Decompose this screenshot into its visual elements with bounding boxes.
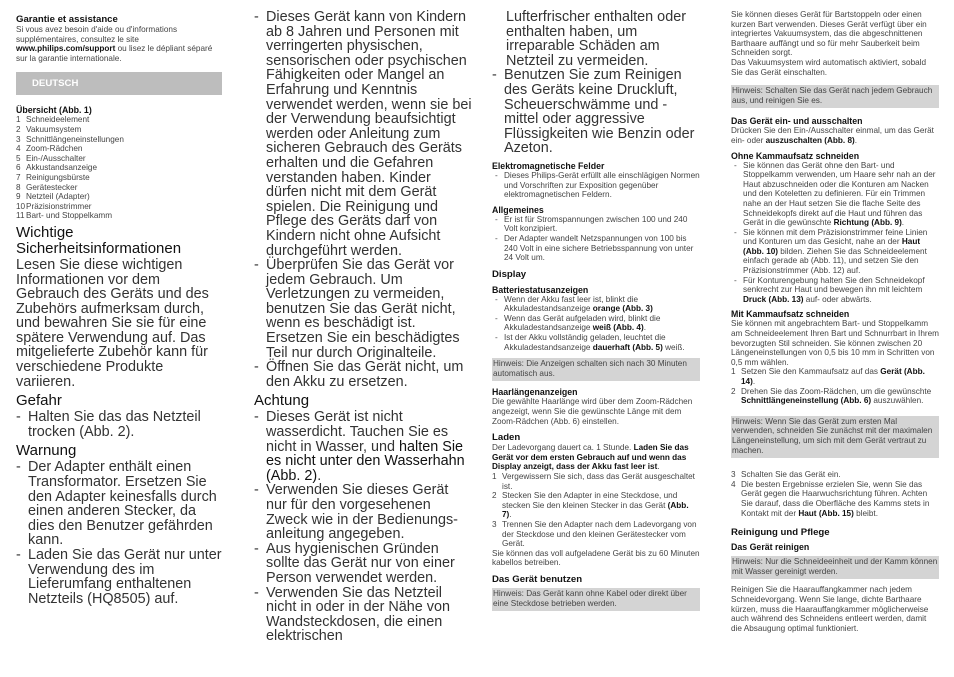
safety-title: Wichtige Sicherheitsinformationen — [16, 223, 182, 257]
list-item: - Der Adapter wandelt Netzspannungen von 100 bis 240 Volt in eine sichere Betriebsspannung von unter 24 Volt um. — [492, 234, 700, 263]
emf-title: Elektromagnetische Felder — [492, 160, 605, 171]
overview-list — [16, 115, 222, 221]
comb-steps — [731, 367, 939, 405]
safety-text: Lesen Sie diese wichtigen Informationen vor dem Gebrauch des Geräts und des Zubehörs aufmerksam durch, und bewahren Sie sie für eine spätere Verwendung auf. Das mitgelieferte Zubehör kann für verschiedene Produkte variieren. — [16, 256, 209, 390]
list-item: 2 Vakuumsystem — [16, 124, 82, 134]
list-item: - Sie können das Gerät ohne den Bart- und Stoppelkamm verwenden, um Haare sehr nah an der Haut abzuschneiden oder die Konturen am Nacken und den Koteletten zu definieren. Für ein Trimmen nahe an der Haut setzen Sie die flache Seite des Schneidekopfs direkt auf die Haut und führen das Gerät in die gewünschte Richtung (Abb. 9). — [731, 161, 939, 228]
cleaning-subtitle: Das Gerät reinigen — [731, 542, 810, 553]
hair-length-text: Die gewählte Haarlänge wird über dem Zoom-Rädchen angezeigt, wenn Sie die gewünschte Länge mit dem Zoom-Rädchen (Abb. 6) einstellen. — [492, 397, 693, 426]
general-list — [492, 215, 700, 263]
cleaning-title: Reinigung und Pflege — [731, 527, 830, 539]
onoff-text: Drücken Sie den Ein-/Ausschalter einmal, um das Gerät ein- oder auszuschalten (Abb. 8). — [731, 126, 934, 145]
battery-list — [492, 295, 700, 353]
list-item: - Laden Sie das Gerät nur unter Verwendung des im Lieferumfang enthaltenen Netzteils (HQ8505) auf. — [16, 548, 222, 606]
general-title: Allgemeines — [492, 204, 544, 215]
battery-title: Batteriestatusanzeigen — [492, 284, 589, 295]
list-item: 5 Ein-/Ausschalter — [16, 153, 86, 163]
emf-list — [492, 171, 700, 200]
charging-steps — [492, 472, 700, 549]
danger-list — [16, 410, 222, 439]
list-item: 10 Präzisionstrimmer — [16, 201, 92, 211]
list-item: - Verwenden Sie das Netzteil nicht in oder in der Nähe von Wandsteckdosen, die einen elektrischen — [254, 586, 472, 644]
column-3 — [492, 10, 700, 617]
note-switch-off: Hinweis: Schalten Sie das Gerät nach jedem Gebrauch aus, und reinigen Sie es. — [731, 85, 939, 108]
caution-list — [254, 410, 472, 644]
hair-length-title: Haarlängenanzeigen — [492, 387, 578, 398]
list-item: 2 Drehen Sie das Zoom-Rädchen, um die gewünschte Schnittlängeneinstellung (Abb. 6) auszuwählen. — [731, 386, 932, 406]
charging-title: Laden — [492, 432, 521, 444]
display-title: Display — [492, 268, 527, 280]
list-item: - Verwenden Sie dieses Gerät nur für den vorgesehenen Zweck wie in der Bedienungs-anleitung angegeben. — [254, 483, 472, 541]
list-item: - Dieses Gerät kann von Kindern ab 8 Jahren und Personen mit verringerten physischen, sensorischen oder psychischen Fähigkeiten oder Mangel an Erfahrung und Kenntnis verwendet werden, wenn sie bei der Verwendung beaufsichtigt werden oder Anleitung zum sicheren Gebrauch des Geräts erhalten und die Gefahren verstanden haben. Kinder dürfen nicht mit dem Gerät spielen. Die Reinigung und Pflege des Geräts darf von Kindern nicht ohne Aufsicht durchgeführt werden. — [254, 10, 472, 258]
warranty-title: Garantie et assistance — [16, 14, 118, 25]
charging-after: Sie können das voll aufgeladene Gerät bis zu 60 Minuten kabellos betreiben. — [492, 548, 700, 568]
charging-text: Der Ladevorgang dauert ca. 1 Stunde. Laden Sie das Gerät vor dem ersten Gebrauch auf und wenn das Display anzeigt, dass der Akku fast leer ist. — [492, 443, 689, 472]
list-item: - Sie können mit dem Präzisionstrimmer feine Linien und Konturen um das Gesicht, nahe an der Haut (Abb. 10) bilden. Ziehen Sie das Schneideelement einfach gerade ab (Abb. 11), und setzen Sie den Präzisionstrimmer (Abb. 12) auf. — [731, 228, 939, 276]
list-item: 8 Gerätestecker — [16, 182, 78, 192]
list-item: 4 Die besten Ergebnisse erzielen Sie, wenn Sie das Gerät gegen die Haarwuchsrichtung führen. Achten Sie darauf, dass die Oberfläche des Kamms stets in Kontakt mit der Haut (Abb. 15) bleibt. — [731, 479, 930, 518]
comb-text: Sie können mit angebrachtem Bart- und Stoppelkamm am Schneideelement Ihren Bart und Schnurrbart in Ihrem bevorzugten Stil schneiden. Sie können zwischen 20 Längeneinstellungen von 0,5 bis 10 mm in Schritten von 0,5 mm wählen. — [731, 319, 939, 367]
onoff-title: Das Gerät ein- und ausschalten — [731, 116, 863, 127]
warning-title: Warnung — [16, 442, 77, 460]
list-item: 3 Schnittlängeneinstellungen — [16, 134, 124, 144]
list-item: 1 Schneideelement — [16, 115, 90, 125]
cleaning-text: Reinigen Sie die Haarauffangkammer nach jedem Schneidevorgang. Wenn Sie lange, dichte Barthaare kürzen, muss die Haarauffangkammer möglicherweise auch während des Schneidens entleert werden, damit die Absaugung optimal funktioniert. — [731, 585, 929, 633]
list-item: - Dieses Gerät ist nicht wasserdicht. Tauchen Sie es nicht in Wasser, und halten Sie es nicht unter den Wasserhahn (Abb. 2). — [254, 410, 472, 483]
list-item: - Der Adapter enthält einen Transformator. Ersetzen Sie den Adapter keinesfalls durch einen anderen Stecker, da dies den Benutzer gefährden kann. — [16, 460, 222, 548]
overview-title: Übersicht (Abb. 1) — [16, 105, 92, 116]
caution-list-cont — [492, 10, 700, 156]
intro-text-2: Das Vakuumsystem wird automatisch aktiviert, sobald Sie das Gerät einschalten. — [731, 57, 927, 77]
note-water: Hinweis: Nur die Schneideeinheit und der Kamm können mit Wasser gereinigt werden. — [731, 556, 939, 579]
use-title: Das Gerät benutzen — [492, 573, 583, 585]
danger-title: Gefahr — [16, 392, 62, 410]
list-item: - Benutzen Sie zum Reinigen des Geräts keine Druckluft, Scheuerschwämme und -mittel oder aggressive Flüssigkeiten wie Benzin oder Azeton. — [492, 68, 700, 156]
list-item: 1 Vergewissern Sie sich, dass das Gerät ausgeschaltet ist. — [492, 472, 695, 491]
list-item: 3 Trennen Sie den Adapter nach dem Ladevorgang von der Steckdose und den kleinen Gerätestecker vom Gerät. — [492, 519, 697, 549]
warning-list — [16, 460, 222, 606]
comb-steps-2 — [731, 470, 939, 518]
list-item: - Öffnen Sie das Gerät nicht, um den Akku zu ersetzen. — [254, 360, 472, 389]
list-item: 7 Reinigungsbürste — [16, 172, 90, 182]
list-item: - Wenn das Gerät aufgeladen wird, blinkt die Akkuladestandsanzeige weiß (Abb. 4). — [492, 314, 700, 333]
caution-title: Achtung — [254, 392, 310, 410]
warning-list-cont — [254, 10, 472, 389]
support-link[interactable]: www.philips.com/support — [16, 44, 116, 54]
list-item: - Aus hygienischen Gründen sollte das Gerät nur von einer Person verwendet werden. — [254, 542, 472, 586]
note-use: Hinweis: Das Gerät kann ohne Kabel oder direkt über eine Steckdose betrieben werden. — [492, 588, 700, 611]
list-item: 3 Schalten Sie das Gerät ein. — [731, 470, 841, 480]
list-item: 2 Stecken Sie den Adapter in eine Steckdose, und stecken Sie den kleinen Stecker in das Gerät (Abb. 7). — [492, 491, 689, 520]
list-item-cont: Lufterfrischer enthalten oder enthalten haben, um irreparable Schäden am Netzteil zu vermeiden. — [506, 9, 686, 69]
nocomb-title: Ohne Kammaufsatz schneiden — [731, 150, 860, 161]
column-2 — [254, 10, 472, 644]
list-item: 1 Setzen Sie den Kammaufsatz auf das Gerät (Abb. 14). — [731, 367, 925, 386]
list-item: - Dieses Philips-Gerät erfüllt alle einschlägigen Normen und Vorschriften zur Exposition gegenüber elektromagnetischen Feldern. — [492, 171, 700, 200]
list-item: - Er ist für Stromspannungen zwischen 100 und 240 Volt konzipiert. — [492, 215, 700, 234]
list-item: - Halten Sie das das Netzteil trocken (Abb. 2). — [16, 410, 222, 439]
warranty-text: Si vous avez besoin d'aide ou d'informations supplémentaires, consultez le site www.philips.com/support ou lisez le dépliant séparé sur la garantie internationale. — [16, 25, 213, 63]
list-item: 9 Netzteil (Adapter) — [16, 192, 90, 202]
column-4 — [731, 10, 939, 633]
intro-text: Sie können dieses Gerät für Bartstoppeln oder einen kurzen Bart verwenden. Dieses Gerät verfügt über ein integriertes Vakuumsystem, das die abgeschnittenen Barthaare auffängt und so für mehr Sauberkeit beim Schneiden sorgt. — [731, 10, 927, 58]
nocomb-list — [731, 161, 939, 305]
list-item: 11 Bart- und Stoppelkamm — [16, 211, 113, 221]
comb-title: Mit Kammaufsatz schneiden — [731, 309, 850, 320]
note-first-use: Hinweis: Wenn Sie das Gerät zum ersten Mal verwenden, schneiden Sie zunächst mit der maximalen Längeneinstellung, um sich mit dem Gerät vertraut zu machen. — [731, 416, 939, 458]
list-item: 4 Zoom-Rädchen — [16, 144, 83, 154]
list-item: 6 Akkustandsanzeige — [16, 163, 98, 173]
list-item: - Wenn der Akku fast leer ist, blinkt die Akkuladestandsanzeige orange (Abb. 3) — [492, 295, 700, 314]
column-1 — [16, 10, 222, 606]
list-item: - Ist der Akku vollständig geladen, leuchtet die Akkuladestandsanzeige dauerhaft (Abb. 5) weiß. — [492, 333, 700, 352]
language-header: DEUTSCH — [16, 72, 222, 95]
list-item: - Überprüfen Sie das Gerät vor jedem Gebrauch. Um Verletzungen zu vermeiden, benutzen Sie das Gerät nicht, wenn es beschädigt ist. Ersetzen Sie ein beschädigtes Teil nur durch Originalteile. — [254, 258, 472, 360]
note-indicators: Hinweis: Die Anzeigen schalten sich nach 30 Minuten automatisch aus. — [492, 358, 700, 381]
list-item: - Für Konturengebung halten Sie den Schneidekopf senkrecht zur Haut und bewegen ihn mit leichtem Druck (Abb. 13) auf- oder abwärts. — [731, 276, 939, 305]
